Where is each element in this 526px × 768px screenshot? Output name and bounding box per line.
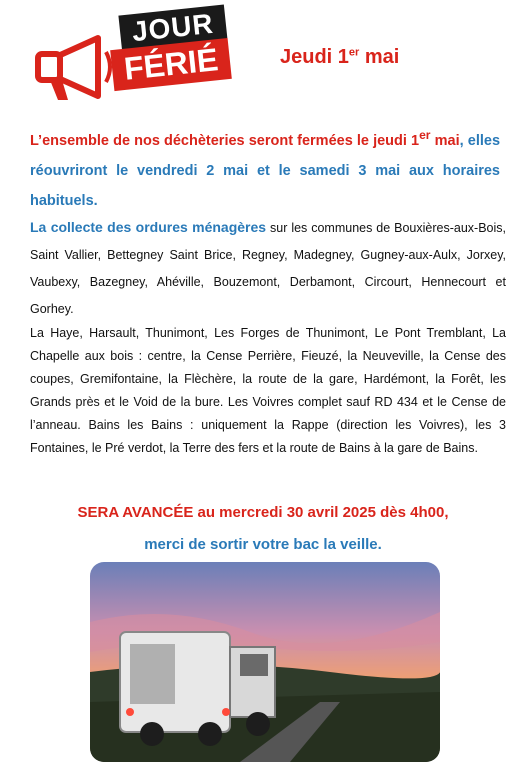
advanced-date: SERA AVANCÉE au mercredi 30 avril 2025 dès 4h00, bbox=[77, 504, 449, 521]
badge-jour: JOUR bbox=[118, 5, 227, 52]
header bbox=[0, 0, 526, 110]
collection-communes: La collecte des ordures ménagères sur les communes de Bouxières-aux-Bois, Saint Vallier, Bettegney Saint Brice, Regney, Madegney, Gugney-aux-Aulx, Jorxey, Vaubexy, Bazegney, Ahéville, Bouzemont, Derbamont, Circourt, Hennecourt et Gorhey. bbox=[30, 219, 506, 316]
collection-localities: La Haye, Harsault, Thunimont, Les Forges de Thunimont, Le Pont Tremblant, La Chapelle aux bois : centre, la Cense Perrière, Fieuzé, la Neuveville, la Cense des coupes, Gremifontaine, la Flèchère, la route de la gare, Hardémont, la Forêt, les Grands près et le Void de la bure. Les Voivres complet sauf RD 434 et le Cense de l’anneau. Bains les Bains : uniquement la Rappe (direction les Voivres), les 3 Fontaines, le Pré verdot, la Terre des fers et la route de Bains à la gare de Bains. bbox=[30, 326, 506, 455]
megaphone-icon bbox=[28, 34, 118, 106]
date-title: Jeudi 1er mai bbox=[280, 46, 400, 68]
garbage-truck-sunset-photo bbox=[90, 562, 440, 762]
bin-reminder: merci de sortir votre bac la veille. bbox=[144, 536, 382, 553]
badge-ferie: FÉRIÉ bbox=[110, 38, 232, 91]
closure-notice: L’ensemble de nos déchèteries seront fermées le jeudi 1er mai, elles réouvriront le vendredi 2 mai et le samedi 3 mai aux horaires habituels. bbox=[30, 128, 501, 209]
